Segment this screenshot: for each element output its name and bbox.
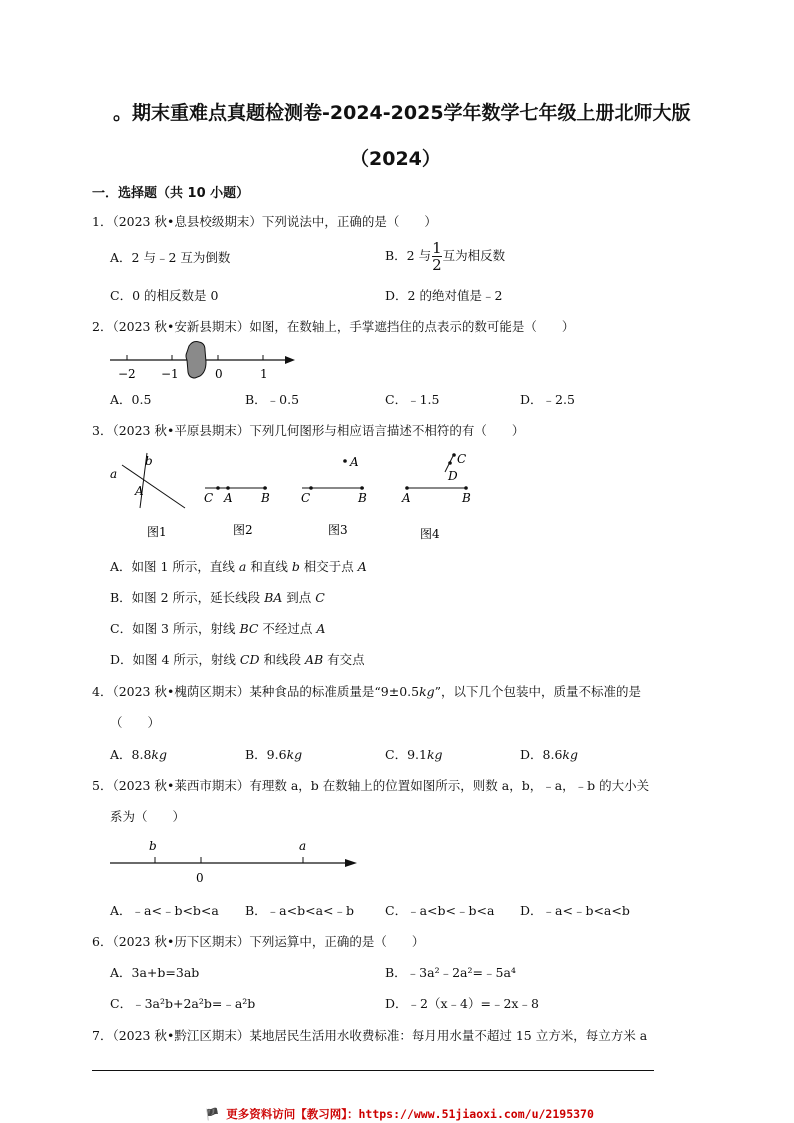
svg-text:b: b bbox=[145, 454, 153, 468]
svg-text:A: A bbox=[402, 491, 411, 505]
svg-text:B: B bbox=[358, 491, 367, 505]
question-1 bbox=[92, 212, 437, 230]
q1-option-c[interactable]: C．0 的相反数是 0 bbox=[110, 288, 219, 303]
svg-text:0: 0 bbox=[196, 871, 204, 885]
footer-divider bbox=[92, 1070, 654, 1071]
svg-text:C: C bbox=[301, 491, 311, 505]
q1-option-a[interactable]: A．2 与﹣2 互为倒数 bbox=[110, 250, 231, 265]
svg-text:C: C bbox=[204, 491, 214, 505]
question-number: 2． bbox=[92, 319, 113, 334]
question-number: 5． bbox=[92, 778, 113, 793]
figure-caption: 图1 bbox=[147, 525, 167, 539]
figure-caption: 图2 bbox=[233, 523, 253, 537]
question-text: 下列说法中，正确的是（ ） bbox=[261, 214, 437, 229]
q3-option-c[interactable]: C．如图 3 所示，射线 BC 不经过点 A bbox=[110, 621, 326, 636]
q5-option-b[interactable]: B．﹣a<b<a<﹣b bbox=[245, 903, 355, 918]
question-number: 3． bbox=[92, 423, 113, 438]
q5-option-d[interactable]: D．﹣a<﹣b<a<b bbox=[520, 903, 630, 918]
svg-text:a: a bbox=[299, 839, 307, 853]
q3-option-b[interactable]: B．如图 2 所示，延长线段 BA 到点 C bbox=[110, 590, 325, 605]
svg-text:b: b bbox=[149, 839, 157, 853]
q4-option-d[interactable]: D．8.6kg bbox=[520, 747, 578, 762]
q2-option-a[interactable]: A．0.5 bbox=[110, 392, 152, 407]
page-title-year: （2024） bbox=[350, 148, 441, 170]
fraction: $\frac{1}{2}$ bbox=[432, 239, 442, 274]
question-source: （2023 秋•安新县期末） bbox=[112, 319, 250, 334]
svg-text:B: B bbox=[261, 491, 270, 505]
question-text: 下列几何图形与相应语言描述不相符的有（ ） bbox=[249, 423, 525, 438]
question-3 bbox=[92, 421, 524, 439]
q6-option-b[interactable]: B．﹣3a²﹣2a²=﹣5a⁴ bbox=[385, 965, 516, 980]
question-4: 4．（2023 秋•槐荫区期末）某种食品的标准质量是“9±0.5kg”，以下几个包装中，质量不标准的是 bbox=[92, 684, 642, 699]
question-source: （2023 秋•平原县期末） bbox=[112, 423, 250, 438]
question-7 bbox=[92, 1026, 647, 1044]
q6-option-a[interactable]: A．3a+b=3ab bbox=[110, 965, 200, 980]
axis-label: 1 bbox=[260, 367, 268, 381]
question-text: 某种食品的标准质量是“9±0.5 bbox=[249, 684, 420, 699]
q4-option-c[interactable]: C．9.1kg bbox=[385, 747, 443, 762]
q2-option-b[interactable]: B．﹣0.5 bbox=[245, 392, 300, 407]
axis-label: −1 bbox=[161, 367, 179, 381]
question-source: （2023 秋•历下区期末） bbox=[112, 934, 250, 949]
q1-option-d[interactable]: D．2 的绝对值是﹣2 bbox=[385, 288, 503, 303]
svg-text:A: A bbox=[224, 491, 233, 505]
question-4-cont: （ ） bbox=[110, 715, 161, 730]
page-title: 。期末重难点真题检测卷-2024-2025学年数学七年级上册北师大版 bbox=[113, 102, 691, 124]
q5-option-a[interactable]: A．﹣a<﹣b<b<a bbox=[110, 903, 219, 918]
question-5 bbox=[92, 776, 649, 794]
hand-icon bbox=[186, 342, 206, 379]
question-6 bbox=[92, 932, 424, 950]
figure-caption: 图3 bbox=[328, 523, 348, 537]
svg-text:C: C bbox=[457, 452, 467, 466]
svg-text:a: a bbox=[110, 467, 118, 481]
question-text: 有理数 a，b 在数轴上的位置如图所示，则数 a，b，﹣a，﹣b 的大小关 bbox=[249, 778, 650, 793]
q2-number-line-figure bbox=[105, 338, 305, 386]
q5-number-line-figure bbox=[105, 835, 365, 887]
figure-caption: 图4 bbox=[420, 527, 440, 541]
svg-text:A: A bbox=[350, 455, 359, 469]
question-text: 某地居民生活用水收费标准：每月用水量不超过 15 立方米，每立方米 a bbox=[249, 1028, 648, 1043]
svg-text:A: A bbox=[135, 484, 144, 498]
q5-option-c[interactable]: C．﹣a<b<﹣b<a bbox=[385, 903, 495, 918]
q2-option-c[interactable]: C．﹣1.5 bbox=[385, 392, 440, 407]
question-number: 1． bbox=[92, 214, 113, 229]
q3-option-d[interactable]: D．如图 4 所示，射线 CD 和线段 AB 有交点 bbox=[110, 652, 365, 667]
question-text: 如图，在数轴上，手掌遮挡住的点表示的数可能是（ ） bbox=[249, 319, 575, 334]
question-5-cont: 系为（ ） bbox=[110, 809, 186, 824]
q2-option-d[interactable]: D．﹣2.5 bbox=[520, 392, 575, 407]
q3-geometry-figures bbox=[100, 448, 500, 548]
svg-text:B: B bbox=[462, 491, 471, 505]
q6-option-d[interactable]: D．﹣2（x﹣4）=﹣2x﹣8 bbox=[385, 996, 539, 1011]
axis-label: −2 bbox=[118, 367, 136, 381]
question-source: （2023 秋•黔江区期末） bbox=[112, 1028, 250, 1043]
axis-label: 0 bbox=[215, 367, 223, 381]
q6-option-c[interactable]: C．﹣3a²b+2a²b=﹣a²b bbox=[110, 996, 256, 1011]
question-source: （2023 秋•莱西市期末） bbox=[112, 778, 250, 793]
question-2 bbox=[92, 317, 574, 335]
q4-option-b[interactable]: B．9.6kg bbox=[245, 747, 303, 762]
section-heading: 一．选择题（共 10 小题） bbox=[92, 186, 250, 201]
q1-option-b[interactable]: B．2 与 $\frac{1}{2}$ 互为相反数 bbox=[385, 239, 506, 274]
svg-text:D: D bbox=[448, 469, 458, 483]
question-text: 下列运算中，正确的是（ ） bbox=[249, 934, 425, 949]
question-source: （2023 秋•槐荫区期末） bbox=[112, 684, 250, 699]
q3-option-a[interactable]: A．如图 1 所示，直线 a 和直线 b 相交于点 A bbox=[110, 559, 367, 574]
footer-link[interactable]: 🏴 更多资料访问【教习网】：https://www.51jiaoxi.com/u/2195370 bbox=[205, 1107, 594, 1121]
question-number: 7． bbox=[92, 1028, 113, 1043]
q4-option-a[interactable]: A．8.8kg bbox=[110, 747, 167, 762]
question-number: 4． bbox=[92, 684, 113, 699]
question-source: （2023 秋•息县校级期末） bbox=[112, 214, 262, 229]
question-number: 6． bbox=[92, 934, 113, 949]
